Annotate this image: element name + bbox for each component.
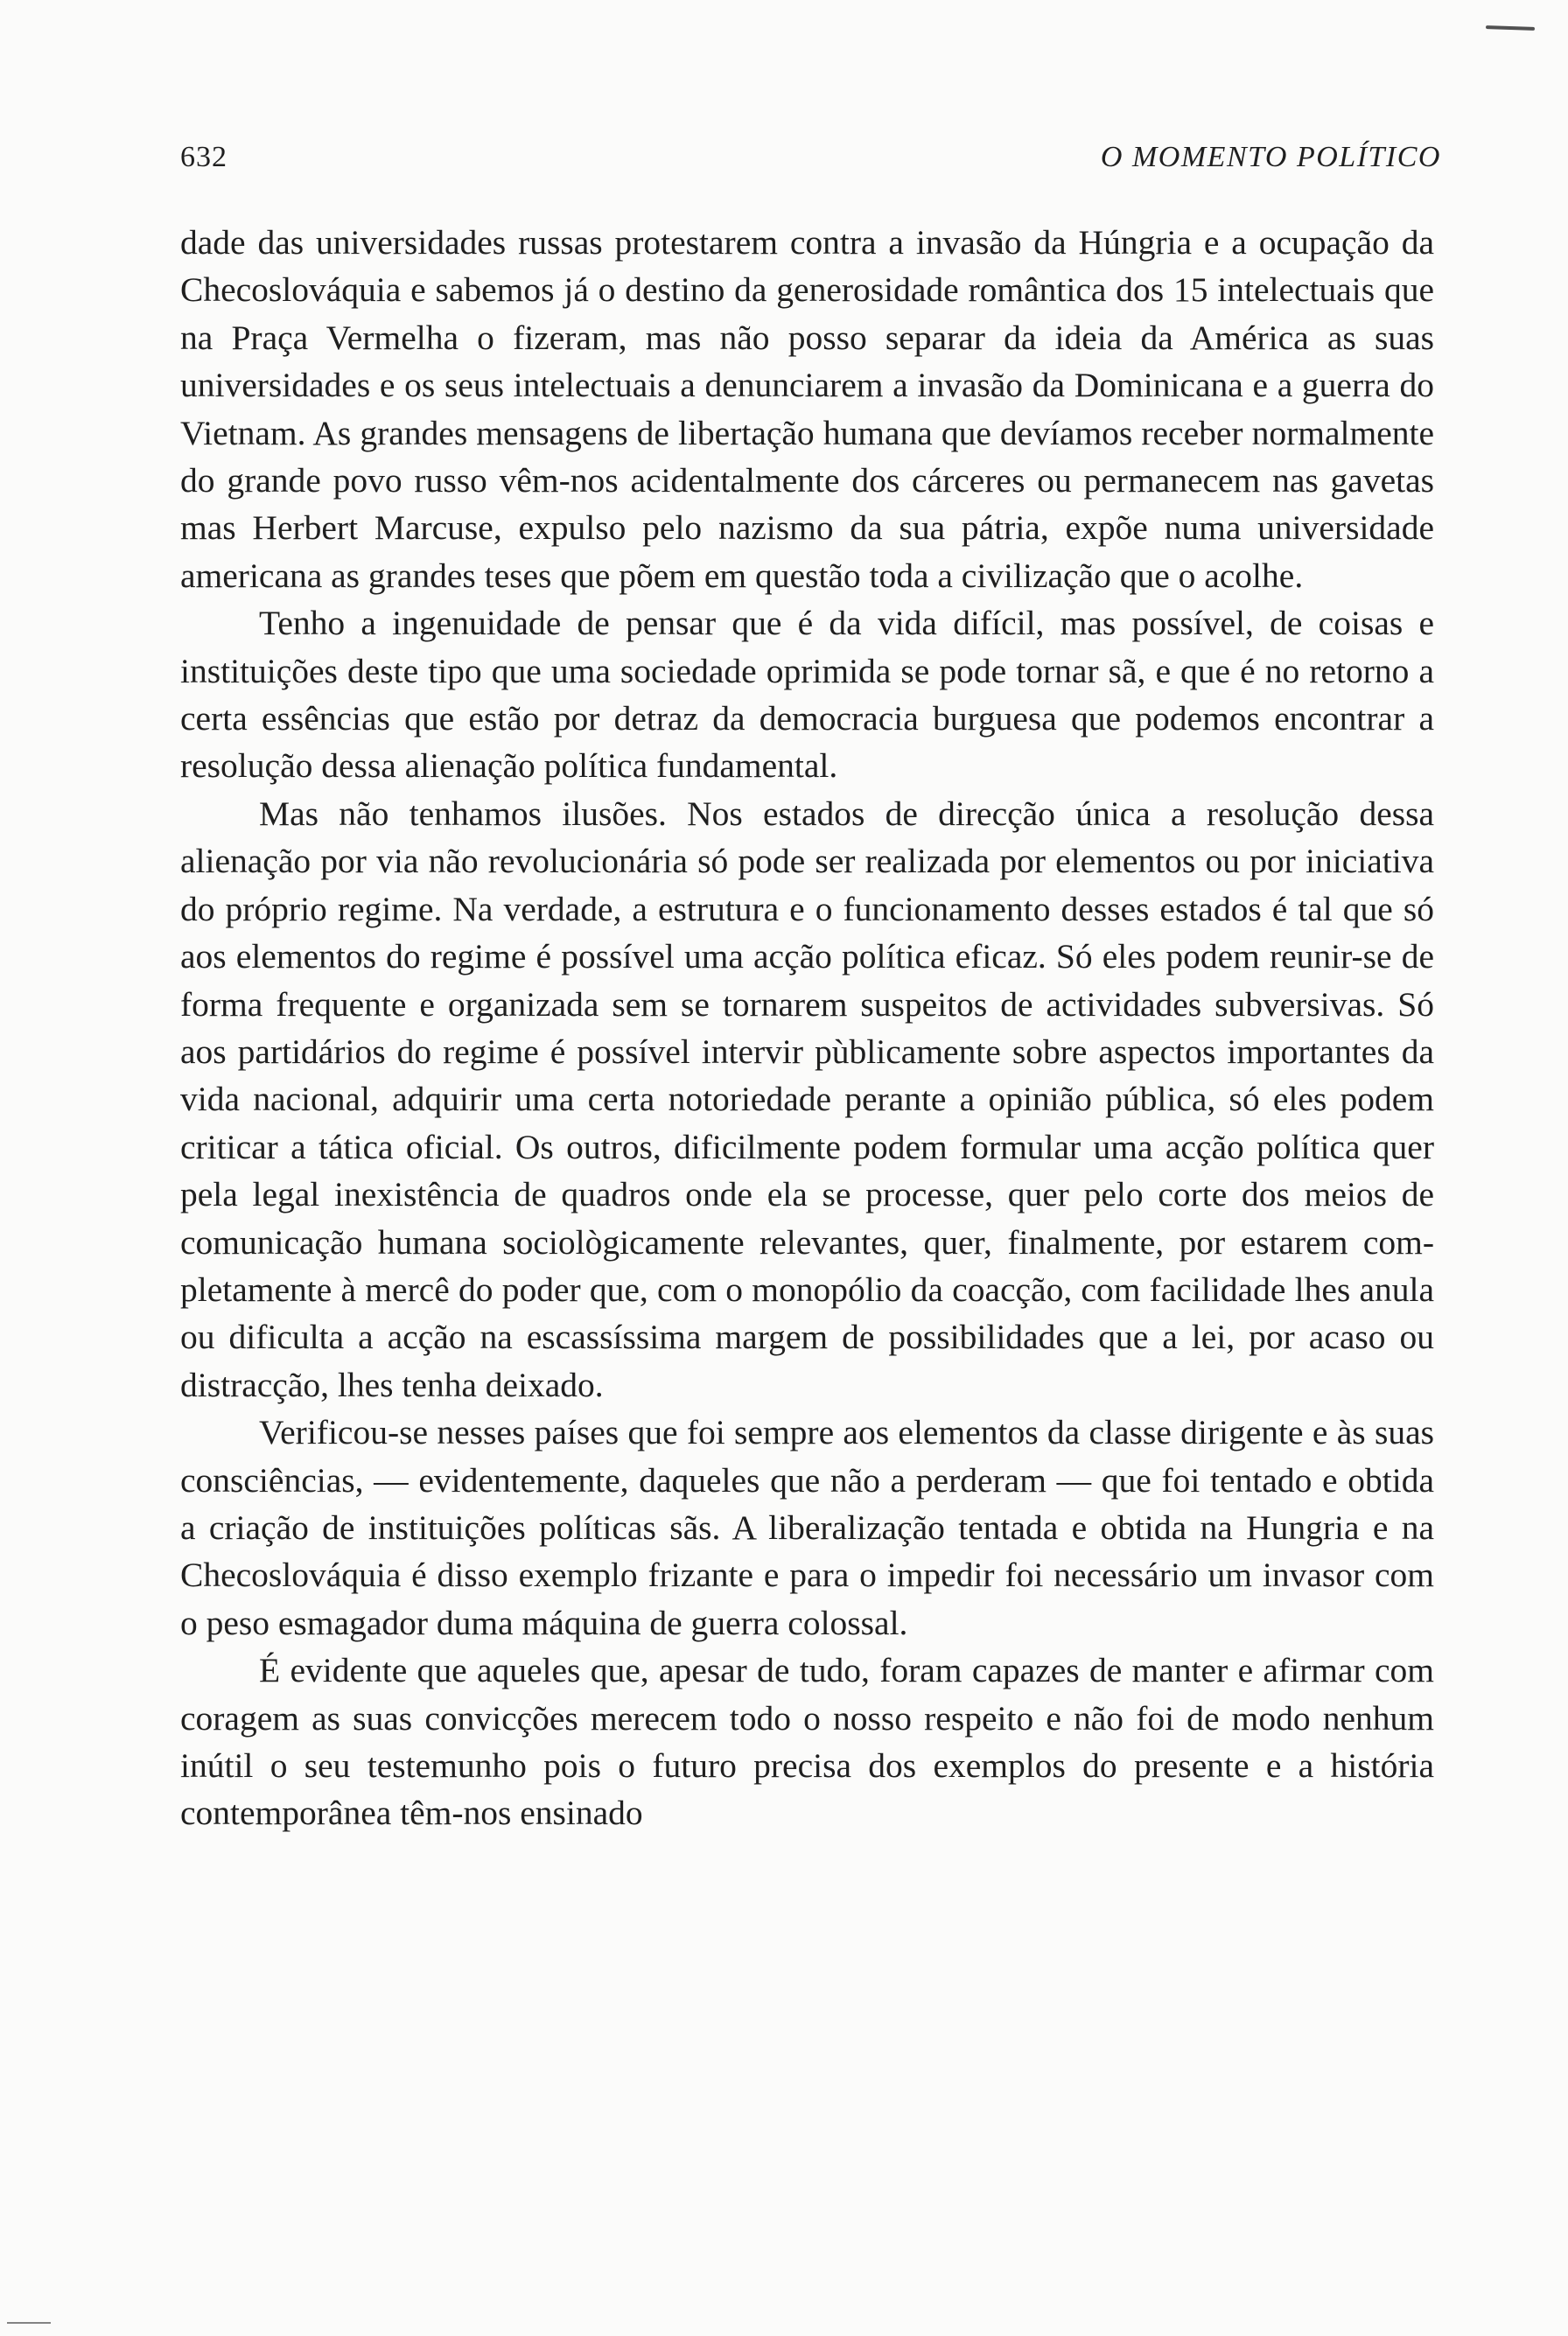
paragraph: dade das universidades russas protestarem contra a invasão da Húngria e a ocupação da Checoslováquia e sabemos já o destino da generosidade romântica dos 15 intelectuais que na Praça Vermelha o fizeram, mas não posso separar da ideia da América as suas universidades e os seus intelectuais a denunciarem a invasão da Dominicana e a guerra do Vietnam. As grandes mensagens de libertação humana que devíamos receber normalmente do grande povo russo vêm-nos acidentalmente dos cárceres ou permanecem nas gavetas mas Herbert Marcuse, expulso pelo nazismo da sua pátria, expõe numa universidade americana as grandes teses que põem em questão toda a civilização que o acolhe.: [180, 223, 1434, 595]
page-number: 632: [180, 141, 228, 173]
scan-edge-mark: [7, 2322, 51, 2324]
body-text: [180, 219, 1434, 1837]
ink-mark: [1486, 25, 1535, 31]
paragraph: Tenho a ingenuidade de pensar que é da vida difícil, mas possível, de coisas e instituições deste tipo que uma sociedade oprimida se pode tornar sã, e que é no retorno a certa essências que estão por detraz da democracia burguesa que podemos encontrar a resolução dessa alienação política fundamental.: [180, 604, 1434, 786]
paragraph: Mas não tenhamos ilusões. Nos estados de direcção única a resolução dessa alienação por via não revolucionária só pode ser realizada por elementos ou por iniciativa do próprio regime. Na verdade, a estrutura e o funcionamento desses estados é tal que só aos elementos do regime é possível uma acção política eficaz. Só eles podem reunir-se de forma frequente e organizada sem se tornarem suspeitos de actividades subversivas. Só aos partidários do regime é possível intervir pùblicamente sobre aspectos importantes da vida nacional, adquirir uma certa notoriedade perante a opinião pública, só eles podem criticar a tática oficial. Os outros, dificilmente podem formular uma acção política quer pela legal inexistência de quadros onde ela se processe, quer pelo corte dos meios de comunicação humana sociològicamente relevantes, quer, finalmente, por estarem completamente à mercê do poder que, com o monopólio da coacção, com facilidade lhes anula ou dificulta a acção na escassíssima margem de possibilidades que a lei, por acaso ou distracção, lhes tenha deixado.: [180, 794, 1434, 1404]
page-header: [180, 140, 1441, 175]
paragraph: É evidente que aqueles que, apesar de tudo, foram capazes de manter e afirmar com coragem as suas convicções merecem todo o nosso respeito e não foi de modo nenhum inútil o seu testemunho pois o futuro precisa dos exemplos do presente e a história contemporânea têm-nos ensinado: [180, 1651, 1434, 1833]
running-title: O MOMENTO POLÍTICO: [1100, 141, 1441, 173]
paragraph: Verificou-se nesses países que foi sempre aos elementos da classe dirigente e às suas consciências, — evidentemente, daqueles que não a perderam — que foi tentado e obtida a criação de instituições políticas sãs. A liberalização tentada e obtida na Hungria e na Checoslováquia é disso exemplo frizante e para o impedir foi necessário um invasor com o peso esmagador duma máquina de guerra colossal.: [180, 1413, 1434, 1642]
